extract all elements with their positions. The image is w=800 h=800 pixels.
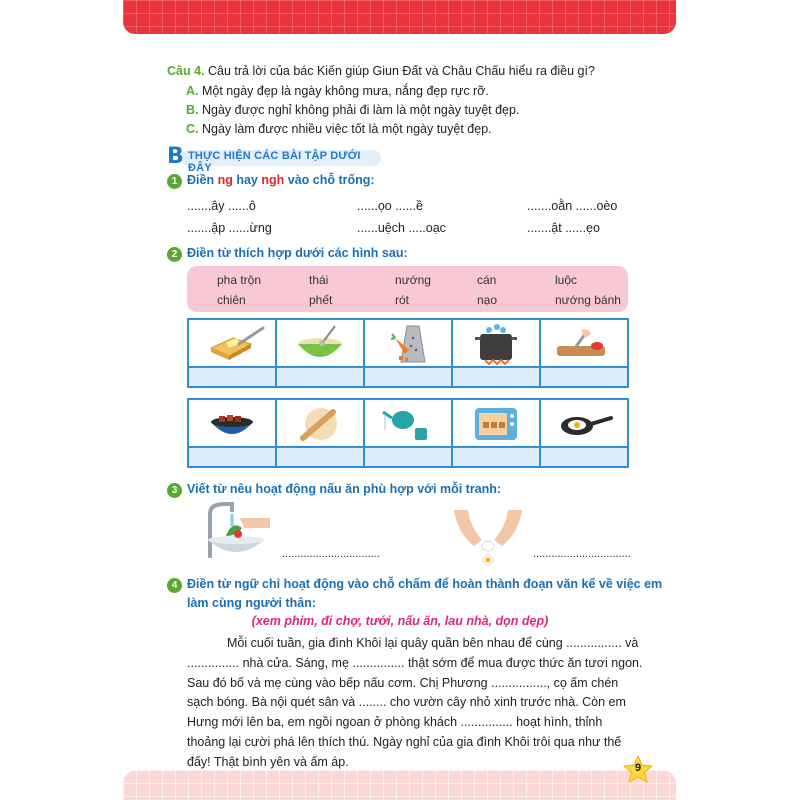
heading-text: Điền: [187, 173, 218, 187]
answer-cell[interactable]: [540, 447, 628, 467]
picture-cell: [452, 399, 540, 447]
answer-cell[interactable]: [540, 367, 628, 387]
fill-blank-item[interactable]: ......ọo ......ề: [357, 199, 424, 213]
fill-blank-item[interactable]: .......oằn ......oèo: [527, 199, 618, 213]
answer-cell[interactable]: [188, 447, 276, 467]
exercise-4-heading-line1: Điền từ ngữ chỉ hoạt động vào chỗ chấm để hoàn thành đoạn văn kể về việc em: [187, 577, 663, 591]
option-text: Một ngày đẹp là ngày không mưa, nắng đẹp rực rỡ.: [201, 84, 489, 98]
section-letter: B: [167, 144, 184, 169]
word-bank-item: nướng: [395, 273, 431, 287]
fill-blank-item[interactable]: .......ây ......ô: [187, 199, 256, 213]
fill-in-paragraph[interactable]: [187, 634, 643, 773]
exercise-1-heading: [187, 173, 375, 187]
mixing-bowl-icon: [277, 320, 363, 366]
picture-cell: [188, 399, 276, 447]
word-bank-item: thái: [309, 273, 329, 287]
paragraph-line: đấy! Thật bình yên và ấm áp.: [187, 754, 349, 769]
rolling-pin-dough-icon: [277, 400, 363, 446]
heading-text: hay: [232, 173, 262, 187]
washing-vegetables-picture: [196, 500, 272, 564]
word-bank-item: nạo: [477, 293, 498, 307]
paragraph-line: sạch bóng. Bà nội quét sân và ........ cho vườn cây nhỏ xinh trước nhà. Còn em: [187, 695, 626, 710]
question-4: [167, 63, 595, 79]
word-bank-item: phết: [309, 293, 333, 307]
paragraph-line: thoảng lại cười phá lên thích thú. Ngày nghỉ của gia đình Khôi trôi qua như thế: [187, 734, 622, 749]
word-bank-item: luộc: [555, 273, 578, 287]
answer-cell[interactable]: [452, 447, 540, 467]
option-text: Ngày được nghỉ không phải đi làm là một ngày tuyệt đẹp.: [201, 103, 520, 117]
picture-cell: [276, 399, 364, 447]
answer-cell[interactable]: [452, 367, 540, 387]
toast-butter-icon: [189, 320, 275, 366]
exercise-number-2: 2: [167, 247, 182, 262]
picture-cell: [452, 319, 540, 367]
option-letter: C.: [186, 122, 199, 136]
heading-highlight-ng: ng: [217, 173, 233, 187]
option-letter: B.: [186, 103, 199, 117]
question-text: Câu trả lời của bác Kiến giúp Giun Đất và Châu Chấu hiểu ra điều gì?: [208, 64, 595, 78]
word-bank-item: rót: [395, 293, 410, 307]
paragraph-line: ............... nhà cửa. Sáng, mẹ ............... thật sớm để mua được thức ăn tươi ngon.: [187, 655, 643, 670]
option-text: Ngày làm được nhiều việc tốt là một ngày tuyệt đẹp.: [201, 122, 492, 136]
header-decoration-bar: [123, 0, 676, 34]
page-number-badge: [623, 755, 653, 783]
exercise-number-3: 3: [167, 483, 182, 498]
teapot-pour-icon: [365, 400, 451, 446]
footer-decoration-bar: [123, 770, 676, 800]
answer-cell[interactable]: [276, 367, 364, 387]
word-bank-box: [187, 266, 628, 312]
section-b-header: [167, 144, 387, 174]
exercise-4-heading-line2: làm cùng người thân:: [187, 596, 317, 610]
picture-cell: [364, 399, 452, 447]
picture-cell: [540, 319, 628, 367]
picture-cell: [276, 319, 364, 367]
question-label: Câu 4.: [167, 64, 205, 78]
option-b[interactable]: [186, 102, 519, 118]
exercise-number-1: 1: [167, 174, 182, 189]
option-letter: A.: [186, 84, 199, 98]
page-number: 9: [634, 762, 642, 774]
word-hint: (xem phim, đi chợ, tưới, nấu ăn, lau nhà, dọn dẹp): [251, 614, 549, 628]
boiling-pot-icon: [453, 320, 539, 366]
picture-table-2: [187, 398, 629, 468]
exercise-number-4: 4: [167, 578, 182, 593]
option-a[interactable]: [186, 83, 489, 99]
picture-table-1: [187, 318, 629, 388]
word-bank-item: chiên: [217, 293, 246, 307]
cracking-egg-picture: [448, 506, 528, 568]
fill-blank-item[interactable]: .......ật ......ẹo: [527, 221, 600, 235]
exercise-3-heading: Viết từ nêu hoạt động nấu ăn phù hợp với mỗi tranh:: [187, 482, 502, 496]
answer-cell[interactable]: [364, 367, 452, 387]
heading-text: vào chỗ trống:: [284, 173, 375, 187]
fill-blank-item[interactable]: ......uệch .....oạc: [357, 221, 446, 235]
fill-blank-item[interactable]: .......ập ......ừng: [187, 221, 272, 235]
cutting-board-icon: [541, 320, 627, 366]
oven-icon: [453, 400, 539, 446]
answer-cell[interactable]: [188, 367, 276, 387]
word-bank-item: cán: [477, 273, 497, 287]
answer-cell[interactable]: [364, 447, 452, 467]
picture-cell: [540, 399, 628, 447]
picture-cell: [188, 319, 276, 367]
exercise-2-heading: Điền từ thích hợp dưới các hình sau:: [187, 246, 408, 260]
word-bank-item: pha trộn: [217, 273, 262, 287]
heading-highlight-ngh: ngh: [261, 173, 285, 187]
word-bank-item: nướng bánh: [555, 293, 621, 307]
paragraph-line: Hưng mới lên ba, em ngồi ngoan ở phòng khách ............... hoạt hình, thỉnh: [187, 715, 603, 730]
paragraph-line: Mỗi cuối tuần, gia đình Khôi lại quây quần bên nhau để cùng ................ và: [227, 636, 639, 650]
grater-carrot-icon: [365, 320, 451, 366]
option-c[interactable]: [186, 121, 492, 137]
frying-pan-egg-icon: [541, 400, 627, 446]
answer-blank-1[interactable]: ................................: [282, 548, 380, 560]
answer-blank-2[interactable]: ................................: [533, 548, 631, 560]
paragraph-line: Sau đó bố và mẹ cùng vào bếp nấu cơm. Chị Phương ................, cọ ấm chén: [187, 675, 619, 690]
section-title: THỰC HIỆN CÁC BÀI TẬP DƯỚI ĐÂY: [188, 150, 361, 174]
grill-bbq-icon: [189, 400, 275, 446]
picture-cell: [364, 319, 452, 367]
answer-cell[interactable]: [276, 447, 364, 467]
